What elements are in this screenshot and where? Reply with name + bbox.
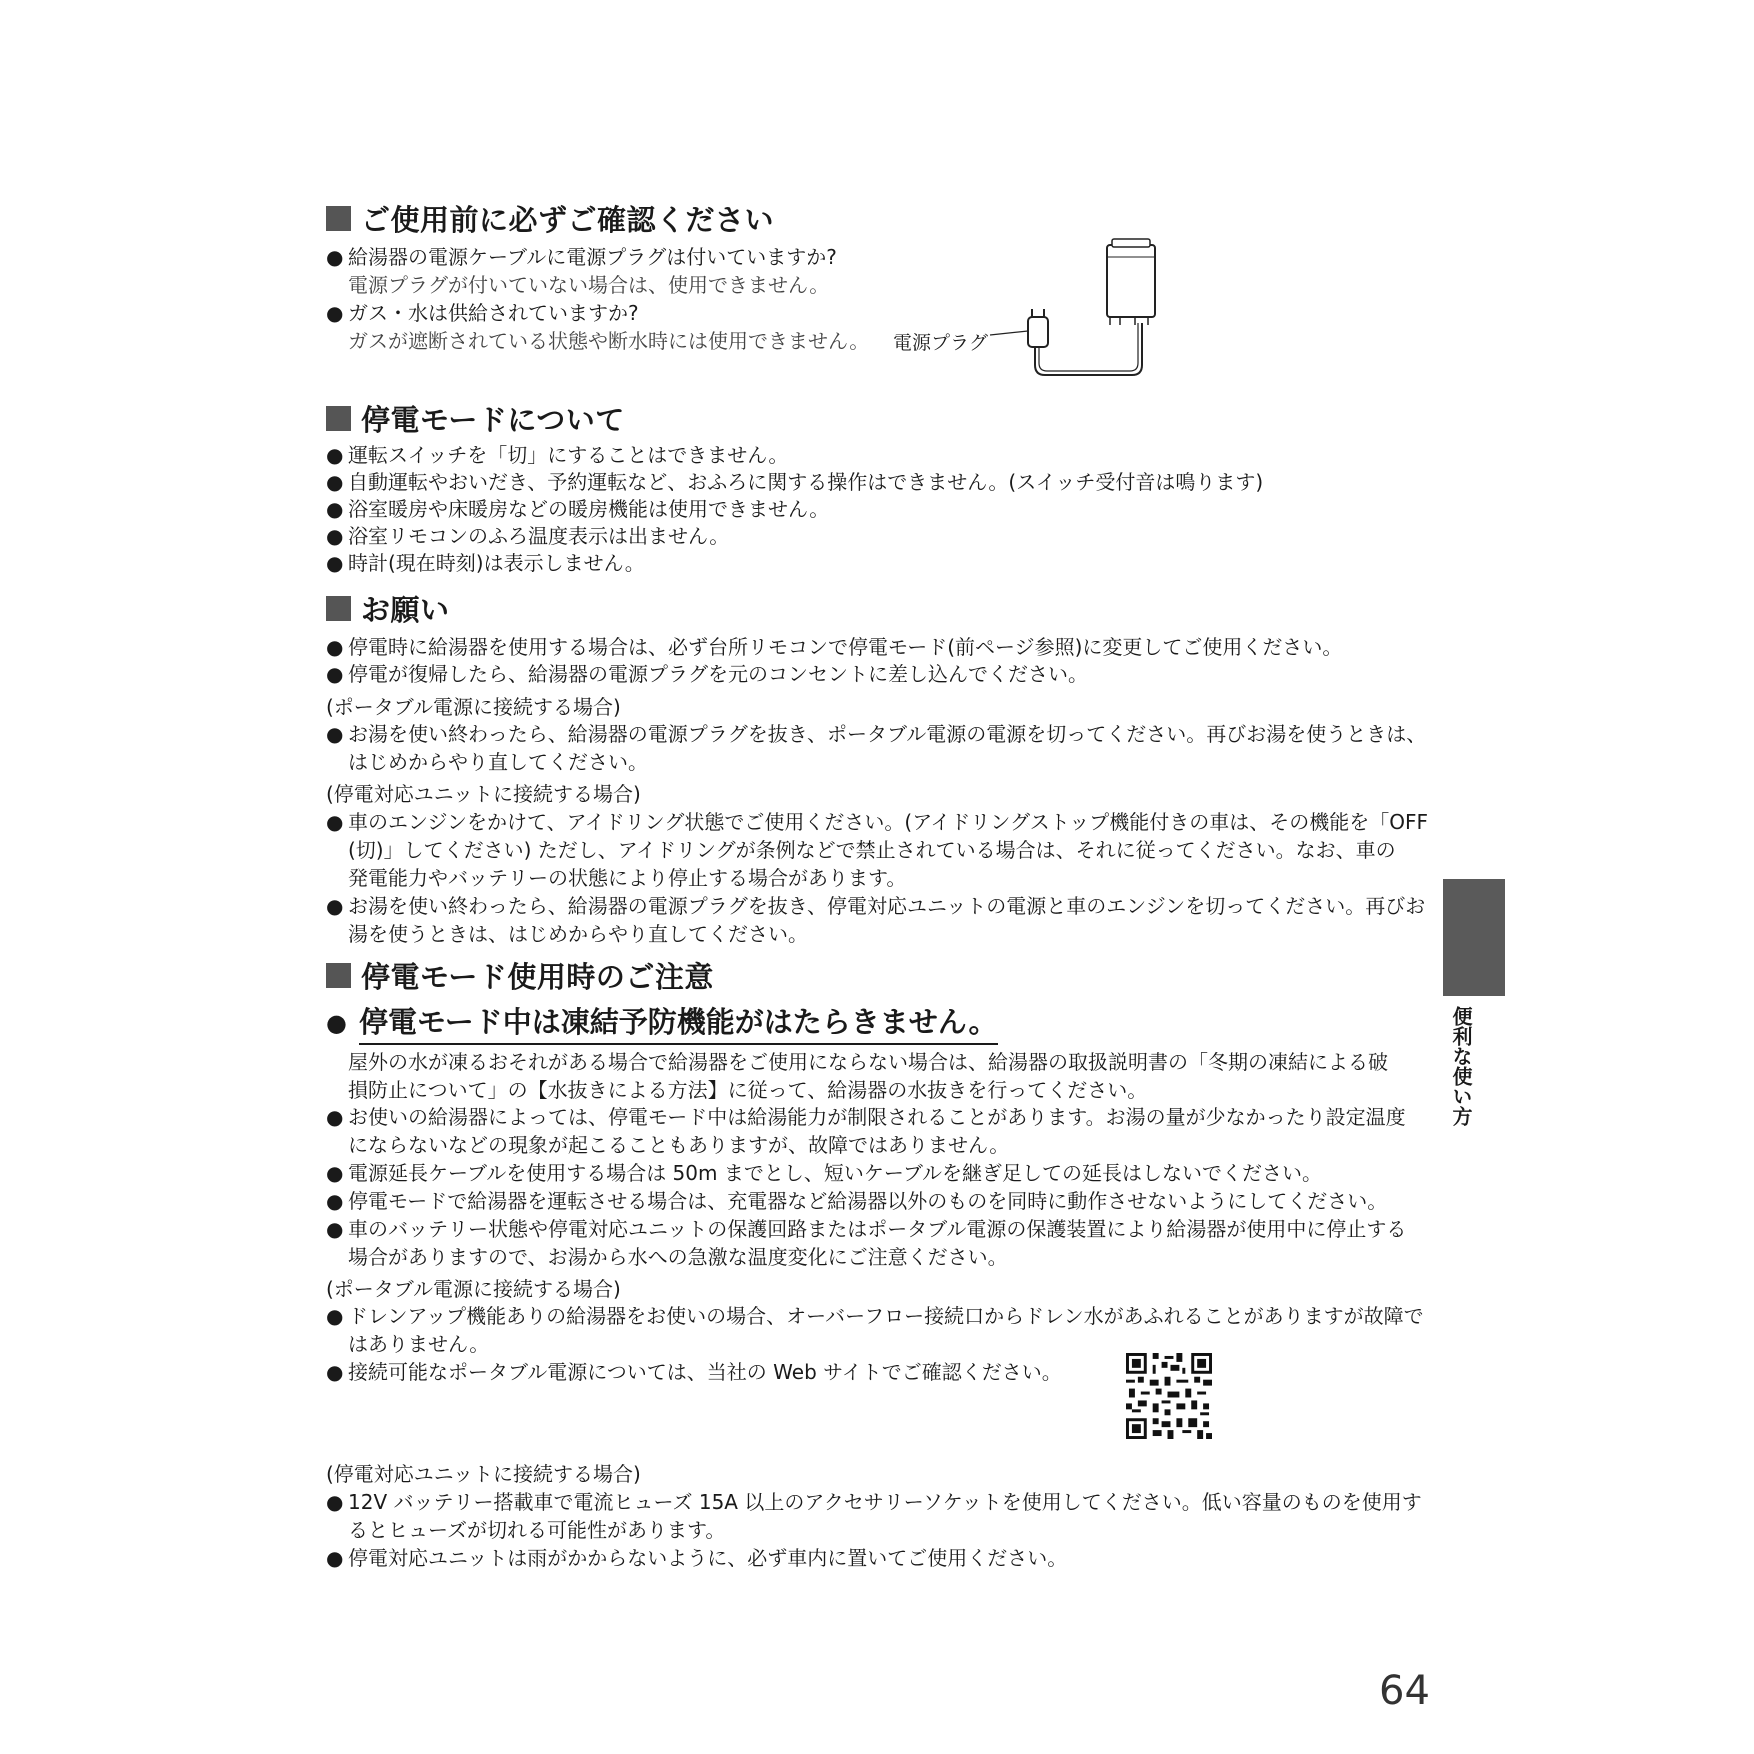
heading-text: ご使用前に必ずご確認ください [361,203,775,237]
list-item [326,660,1442,688]
answer-text: ガスが遮断されている状態や断水時には使用できません。 [348,329,870,353]
list-item [326,1187,1442,1215]
bullet-icon: ● [326,551,344,575]
question-text: ガス・水は供給されていますか? [348,301,639,325]
item-text: 車のバッテリー状態や停電対応ユニットの保護回路またはポータブル電源の保護装置により給湯器が使用中に停止する [348,1217,1407,1241]
subheading-portable: (ポータブル電源に接続する場合) [326,695,621,719]
list-item [326,808,1442,892]
bullet-icon: ● [326,245,344,269]
item-text: るとヒューズが切れる可能性があります。 [348,1518,726,1542]
heading-text: 停電モードについて [361,403,625,437]
item-text: 12V バッテリー搭載車で電流ヒューズ 15A 以上のアクセサリーソケットを使用してください。低い容量のものを使用す [348,1490,1422,1514]
qr-code-icon[interactable] [1126,1353,1212,1439]
bullet-icon: ● [326,635,344,659]
chapter-tab [1443,879,1505,996]
list-item [326,1544,1442,1572]
list-item [326,1488,1442,1544]
figure-label-power-plug: 電源プラグ [893,332,989,354]
check-item-gas-water [326,299,886,355]
bullet-icon: ● [326,443,344,467]
list-item [326,468,1442,496]
item-text: お湯を使い終わったら、給湯器の電源プラグを抜き、停電対応ユニットの電源と車のエンジンを切ってください。再びお [348,894,1426,918]
square-bullet-icon [326,596,351,621]
warning-description [326,1048,1442,1104]
section-heading-outage-mode [326,398,625,439]
bullet-icon: ● [326,1189,344,1213]
list-item [326,495,1442,523]
list-item [326,633,1442,661]
item-text: 場合がありますので、お湯から水への急激な温度変化にご注意ください。 [348,1245,1008,1269]
item-text: ドレンアップ機能ありの給湯器をお使いの場合、オーバーフロー接続口からドレン水があふれることがありますが故障で [348,1304,1424,1328]
section-heading-cautions [326,955,714,996]
bullet-icon: ● [326,894,344,918]
item-text: 停電が復帰したら、給湯器の電源プラグを元のコンセントに差し込んでください。 [348,662,1088,686]
item-text: 停電対応ユニットは雨がかからないように、必ず車内に置いてご使用ください。 [348,1546,1068,1570]
list-item [326,1302,1442,1358]
bullet-icon: ● [326,722,344,746]
check-item-plug [326,243,886,299]
bullet-icon: ● [326,470,344,494]
bullet-icon: ● [326,497,344,521]
bullet-icon: ● [326,1304,344,1328]
item-text: はじめからやり直してください。 [348,750,648,774]
square-bullet-icon [326,963,351,988]
item-text: 接続可能なポータブル電源については、当社の Web サイトでご確認ください。 [348,1360,1062,1384]
item-text: 自動運転やおいだき、予約運転など、おふろに関する操作はできません。(スイッチ受付音は鳴ります) [348,470,1264,494]
heading-text: お願い [361,593,450,627]
item-text: 電源延長ケーブルを使用する場合は 50m までとし、短いケーブルを継ぎ足しての延長はしないでください。 [348,1161,1323,1185]
list-item [326,1103,1442,1159]
section-heading-before-use [326,198,774,239]
page-number: 64 [1379,1668,1430,1714]
section-heading-requests [326,588,450,629]
item-text: 発電能力やバッテリーの状態により停止する場合があります。 [348,866,907,890]
list-item [326,1159,1442,1187]
item-text: 停電モードで給湯器を運転させる場合は、充電器など給湯器以外のものを同時に動作させないようにしてください。 [348,1189,1388,1213]
list-item [326,549,1442,577]
bullet-icon: ● [326,1161,344,1185]
warning-freeze [326,1000,998,1045]
bullet-icon: ● [326,662,344,686]
item-text: 運転スイッチを「切」にすることはできません。 [348,443,789,467]
item-text: お湯を使い終わったら、給湯器の電源プラグを抜き、ポータブル電源の電源を切ってください。再びお湯を使うときは、 [348,722,1427,746]
square-bullet-icon [326,406,351,431]
answer-text: 電源プラグが付いていない場合は、使用できません。 [348,273,830,297]
bullet-icon: ● [326,301,344,325]
chapter-tab-label: 便利な使い方 [1449,1006,1473,1126]
item-text: 屋外の水が凍るおそれがある場合で給湯器をご使用にならない場合は、給湯器の取扱説明書の「冬期の凍結による破 [348,1050,1388,1074]
bullet-icon: ● [326,1546,344,1570]
heading-text: 停電モード使用時のご注意 [361,960,714,994]
bullet-icon: ● [326,1360,344,1384]
bullet-icon: ● [326,1217,344,1241]
list-item [326,441,1442,469]
square-bullet-icon [326,206,351,231]
item-text: 湯を使うときは、はじめからやり直してください。 [348,922,808,946]
item-text: 停電時に給湯器を使用する場合は、必ず台所リモコンで停電モード(前ページ参照)に変更してご使用ください。 [348,635,1343,659]
item-text: 浴室暖房や床暖房などの暖房機能は使用できません。 [348,497,830,521]
item-text: お使いの給湯器によっては、停電モード中は給湯能力が制限されることがあります。お湯の量が少なかったり設定温度 [348,1105,1406,1129]
item-text: (切)」してください) ただし、アイドリングが条例などで禁止されている場合は、それに従ってください。なお、車の [348,838,1396,862]
item-text: 時計(現在時刻)は表示しません。 [348,551,645,575]
list-item [326,892,1442,948]
bullet-icon: ● [326,810,344,834]
item-text: 損防止について」の【水抜きによる方法】に従って、給湯器の水抜きを行ってください。 [348,1078,1148,1102]
subheading-portable: (ポータブル電源に接続する場合) [326,1277,621,1301]
subheading-unit: (停電対応ユニットに接続する場合) [326,782,641,806]
item-text: 浴室リモコンのふろ温度表示は出ません。 [348,524,730,548]
list-item [326,1358,1086,1386]
bullet-icon: ● [326,1008,347,1037]
question-text: 給湯器の電源ケーブルに電源プラグは付いていますか? [348,245,837,269]
list-item [326,522,1442,550]
warning-text: 停電モード中は凍結予防機能がはたらきません。 [359,1000,998,1045]
list-item [326,1215,1442,1271]
water-heater-illustration [880,235,1200,395]
bullet-icon: ● [326,1105,344,1129]
bullet-icon: ● [326,524,344,548]
item-text: はありません。 [348,1332,490,1356]
subheading-unit: (停電対応ユニットに接続する場合) [326,1462,641,1486]
bullet-icon: ● [326,1490,344,1514]
item-text: 車のエンジンをかけて、アイドリング状態でご使用ください。(アイドリングストップ機能付きの車は、その機能を「OFF [348,810,1428,834]
item-text: にならないなどの現象が起こることもありますが、故障ではありません。 [348,1133,1010,1157]
list-item [326,720,1442,776]
